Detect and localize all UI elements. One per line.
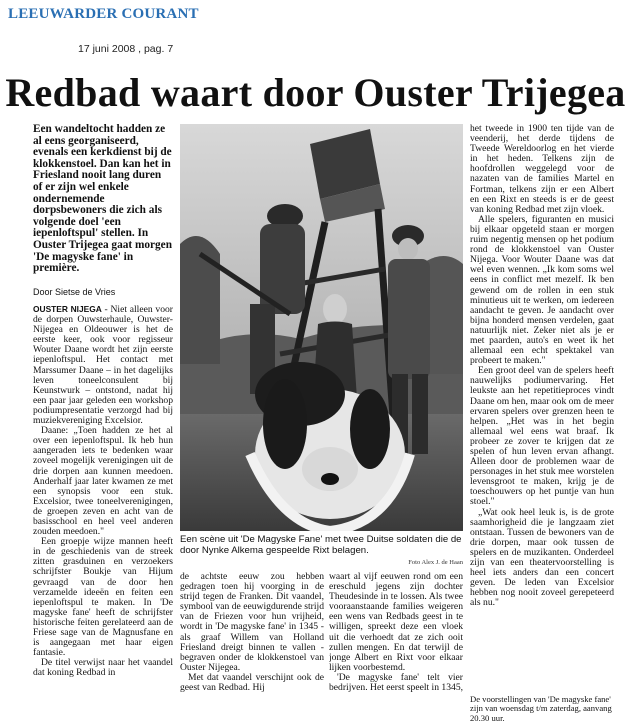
body-paragraph: De titel verwijst naar het vaandel dat koning Redbad in xyxy=(33,657,173,679)
body-paragraph: het tweede in 1900 ten tijde van de veenderij, het derde tijdens de Tweede Wereldoorlog en het vierde in het heden. Telkens zijn de hoofdrollen weggelegd voor de nazaten van de families Martel en Fortman, telkens zijn er een Albert en een Rixt en steeds is er de geest van koning Redbad met zijn vloek. xyxy=(470,124,614,215)
photo-scene-illustration xyxy=(180,124,463,531)
lead-text: Een wandeltocht hadden ze al eens georganiseerd, evenals een kerkdienst bij de klokkenstoel. Dan kan het in Friesland nooit lang duren of er zijn wel enkele ondernemende dorpsbewoners die zich als volgende doel 'een iepenloftspul' stellen. In Ouster Trijegea gaat morgen 'De magyske fane' in première. xyxy=(33,123,172,275)
body-paragraph: Met dat vaandel verschijnt ook de geest van Redbad. Hij xyxy=(180,671,324,694)
article-headline: Redbad waart door Ouster Trijegea xyxy=(5,70,626,115)
paragraph-text: - Niet alleen voor de dorpen Ouwsterhaule, Ouwster-Nijegea en Oldeouwer is het de eerste keer, ook voor regisseur Wouter Daane wordt het zijn eerste iepenloftspul. Het contact met Marssumer Daane – in het dagelijks leven toneelconsulent bij Keunstwurk – ontstond, nadat hij een paar jaar geleden een workshop podiumpresentatie verzorgd had bij muziekvereniging Excelsior. xyxy=(33,304,173,427)
photo-caption: Een scène uit 'De Magyske Fane' met twee Duitse soldaten die de door Nynke Alkema gespeelde Rixt belagen. xyxy=(180,534,462,556)
photo-caption-block xyxy=(180,534,463,566)
place-name: OUSTER NIJEGA xyxy=(33,304,102,314)
article-photo xyxy=(180,124,463,531)
article-lead xyxy=(33,124,173,275)
newspaper-masthead: LEEUWARDER COURANT xyxy=(8,6,199,22)
body-column-bottom-2 xyxy=(329,572,463,722)
body-paragraph: 'De magyske fane' telt vier bedrijven. Het eerst speelt in 1345, xyxy=(329,671,463,694)
body-paragraph: Daane: „Toen hadden ze het al over een iepenloftspul. Ik heb hun aangeraden iets te bedenken waar zoveel mogelijk verenigingen uit de drie dorpen aan kunnen meedoen. Anderhalf jaar later kwamen ze met een synopsis voor een stuk. Excelsior, twee toneelverenigingen, de groepen zeven en acht van de basisschool en heel veel anderen zouden meedoen." xyxy=(33,425,173,538)
body-column-bottom-1 xyxy=(180,572,324,722)
body-paragraph: de achtste eeuw zou hebben gedragen toen hij voorging in de strijd tegen de Franken. Dit vaandel, symbool van de eeuwigdurende strijd van de Friezen voor hun vrijheid, wordt in 'De magyske fane' in 1345 - als graaf Willem van Holland Friesland dreigt binnen te vallen - begraven onder de klokkenstoel van Ouster Nijegea. xyxy=(180,572,324,673)
performance-footnote: De voorstellingen van 'De magyske fane' zijn van woensdag t/m zaterdag, aanvang 20.30 uur. xyxy=(470,694,612,723)
body-paragraph: waart al vijf eeuwen rond om een ereschuld jegens zijn dochter Theudesinde in te lossen. Als twee vooraanstaande families weigeren een wens van Redbads geest in te willigen, spreekt deze een vloek uit die verhoedt dat ze zich ooit zullen mengen. En dat terwijl de jonge Albert en Rixt voor elkaar lijken voorbestemd. xyxy=(329,572,463,673)
body-paragraph: „Wat ook heel leuk is, is de grote saamhorigheid die je langzaam ziet ontstaan. Tussen de bewoners van de drie dorpen, maar ook tussen de spelers en de muzikanten. Onderdeel zijn van een theatervoorstelling is heel iets anders dan een concert geven. De leden van Excelsior hebben nog nooit zoveel gerepeteerd als nu." xyxy=(470,506,614,609)
photo-credit: Foto Alex J. de Haan xyxy=(408,559,463,566)
dateline: 17 juni 2008 , pag. 7 xyxy=(78,43,174,55)
body-paragraph xyxy=(33,304,173,426)
body-paragraph: Alle spelers, figuranten en musici bij elkaar opgeteld staan er morgen ruim negentig mensen op het podium rond de klokkenstoel van Ouster Nijega. Voor Wouter Daane was dat wel even wennen. „Ik kom soms wel eens in conflict met mezelf. Ik ben gewend om de rollen in een stuk minutieus uit te werken, om iedereen aandacht te geven. Je aandacht over bijna honderd mensen verdelen, gaat natuurlijk niet. Zeker niet als je er met paarden, auto's en weet ik het allemaal een echt spektakel van probeert te maken." xyxy=(470,213,614,367)
body-column-left xyxy=(33,304,173,722)
body-column-right xyxy=(470,124,614,691)
body-paragraph: Een groot deel van de spelers heeft nauwelijks podiumervaring. Het leukste aan het repetitieproces vindt Daane om hen, maar ook om de meer ervaren spelers over grenzen heen te helpen. „Het was in het begin allemaal wel eens wat braaf. Ik probeer ze zover te krijgen dat ze spelen of hun leven ervan afhangt. Alleen door de problemen waar de personages in het stuk mee worstelen levensgroot te maken, krijg je de toeschouwers op het puntje van hun stoel." xyxy=(470,365,614,508)
byline: Door Sietse de Vries xyxy=(33,287,116,297)
body-paragraph: Een groepje wijze mannen heeft in de geschiedenis van de streek zitten grasduinen en verzoekers schrijfster Boukje van Hijum gevraagd van de door hen verzamelde ideeën en feiten een iepenloftspul te maken. In 'De magyske fane' heeft de schrijfster historische feiten gerelateerd aan de Friese sage van de Magnusfane en is aangegaan met haar eigen fantasie. xyxy=(33,536,173,659)
